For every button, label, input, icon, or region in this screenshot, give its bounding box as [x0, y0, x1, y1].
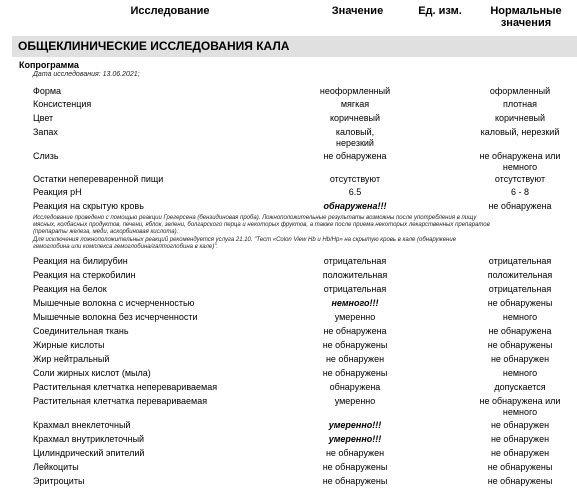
row-norm: оформленный [489, 86, 551, 96]
row-value: не обнаружены [322, 340, 388, 350]
subsection-title: Копрограмма [19, 60, 79, 70]
row-value: мягкая [340, 99, 370, 109]
row-value: не обнаружены [322, 368, 388, 378]
row-norm [465, 396, 575, 418]
row-name: Реакция на белок [33, 284, 107, 294]
header-value: Значение [331, 5, 384, 17]
row-value: обнаружена [329, 382, 381, 392]
row-name: Консистенция [33, 99, 92, 109]
row-norm: не обнаружен [490, 420, 550, 430]
row-norm: не обнаружены [487, 340, 553, 350]
row-name: Слизь [33, 151, 59, 161]
row-value: отрицательная [323, 256, 387, 266]
row-name: Форма [33, 86, 62, 96]
header-unit: Ед. изм. [418, 5, 462, 17]
row-value: не обнаружена [323, 326, 387, 336]
row-value: не обнаружена [323, 151, 387, 161]
row-norm: допускается [494, 382, 546, 392]
row-name: Соли жирных кислот (мыла) [33, 368, 151, 378]
row-norm: отсутствуют [494, 174, 546, 184]
row-norm-line1: не обнаружена или [479, 396, 561, 406]
table-header [0, 0, 577, 30]
row-norm: каловый, нерезкий [480, 127, 560, 137]
row-norm: отрицательная [488, 256, 552, 266]
row-name: Крахмал внутриклеточный [33, 434, 145, 444]
row-name: Соединительная ткань [33, 326, 129, 336]
row-name: Растительная клетчатка перевариваемая [33, 396, 208, 406]
row-norm: не обнаружена [488, 201, 552, 211]
row-norm: немного [502, 312, 538, 322]
row-norm: не обнаружены [487, 462, 553, 472]
header-test: Исследование [130, 5, 210, 17]
row-name: Запах [33, 127, 58, 137]
row-value [305, 127, 405, 149]
row-value: не обнаружены [322, 476, 388, 486]
row-value: 6.5 [348, 187, 362, 197]
row-value: отрицательная [323, 284, 387, 294]
row-norm-line1: не обнаружена или [479, 151, 561, 161]
row-name: Остатки непереваренной пищи [33, 174, 164, 184]
row-norm: не обнаружен [490, 448, 550, 458]
row-norm: отрицательная [488, 284, 552, 294]
row-name: Цилиндрический эпителий [33, 448, 145, 458]
note-line: мясных, колбасных продуктов, печени, яблок, зелени, болгарского перца и некоторых фруктов, а также после приема некоторых лекарственных препаратов [33, 222, 490, 228]
row-name: Реакция pH [33, 187, 82, 197]
row-value: немного!!! [331, 298, 379, 308]
row-name: Лейкоциты [33, 462, 79, 472]
row-value-line2: нерезкий [336, 138, 374, 148]
row-name: Крахмал внеклеточный [33, 420, 131, 430]
header-norm-line1: Нормальные [490, 5, 562, 17]
row-value: умеренно [334, 312, 376, 322]
row-value: не обнаружен [325, 354, 385, 364]
row-value: умеренно!!! [328, 420, 382, 430]
note-line: гемоглобина или комплекса гемоглобина/гаптоглобина в кале)". [33, 244, 219, 250]
study-date: Дата исследования: 13.06.2021; [33, 71, 140, 78]
row-norm [465, 151, 575, 173]
header-norm [480, 5, 572, 29]
row-norm: не обнаружена [488, 326, 552, 336]
row-norm: не обнаружены [487, 298, 553, 308]
row-value: обнаружена!!! [323, 201, 387, 211]
row-name: Эритроциты [33, 476, 85, 486]
row-norm: не обнаружен [490, 354, 550, 364]
row-norm: не обнаружен [490, 434, 550, 444]
row-value: не обнаружены [322, 462, 388, 472]
row-norm: 6 - 8 [510, 187, 529, 197]
note-line: (препараты железа, меди, аскорбиновая кислота). [33, 229, 179, 235]
row-value: коричневый [329, 113, 381, 123]
row-norm: немного [502, 368, 538, 378]
note-line: Исследование проведено с помощью реакции Грегерсена (бензидиновая проба). Ложноположительные результаты возможны после употребления в пищу [33, 215, 477, 221]
row-name: Растительная клетчатка неперевариваемая [33, 382, 218, 392]
row-norm: плотная [502, 99, 537, 109]
row-value: отсутствуют [329, 174, 381, 184]
row-name: Реакция на скрытую кровь [33, 201, 144, 211]
row-value: умеренно [334, 396, 376, 406]
section-title: ОБЩЕКЛИНИЧЕСКИЕ ИССЛЕДОВАНИЯ КАЛА [12, 36, 577, 57]
row-name: Реакция на стеркобилин [33, 270, 136, 280]
row-name: Мышечные волокна с исчерченностью [33, 298, 195, 308]
row-value-line1: каловый, [335, 127, 375, 137]
row-value: неоформленный [319, 86, 391, 96]
row-norm-line2: немного [502, 162, 538, 172]
note-line: Для исключения ложноположительных реакций рекомендуется услуга 21.10. "Тест «Colon View Hb и Hb/Hp» на скрытую кровь в кале (обнаружение [33, 237, 457, 243]
row-name: Реакция на билирубин [33, 256, 128, 266]
row-value: умеренно!!! [328, 434, 382, 444]
row-norm: положительная [487, 270, 553, 280]
row-value: положительная [322, 270, 388, 280]
row-name: Мышечные волокна без исчерченности [33, 312, 198, 322]
row-name: Жирные кислоты [33, 340, 105, 350]
row-value: не обнаружен [325, 448, 385, 458]
row-norm-line2: немного [502, 407, 538, 417]
row-norm: не обнаружены [487, 476, 553, 486]
row-name: Жир нейтральный [33, 354, 110, 364]
header-norm-line2: значения [500, 17, 552, 29]
row-name: Цвет [33, 113, 54, 123]
row-norm: коричневый [494, 113, 546, 123]
